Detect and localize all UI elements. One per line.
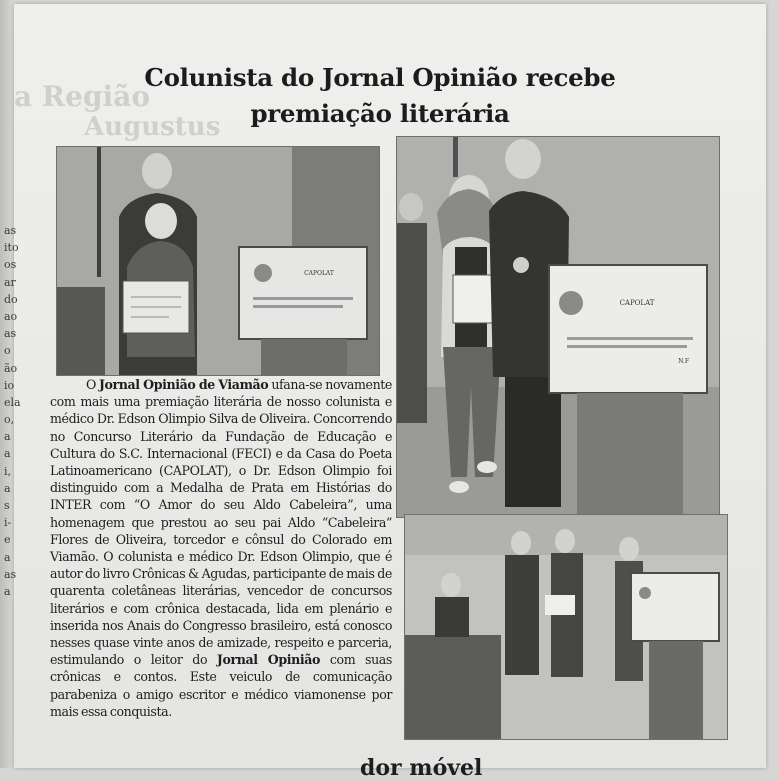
margin-fragment: ão — [4, 361, 18, 375]
margin-fragment: i- — [4, 516, 12, 530]
margin-fragment: a — [4, 430, 11, 444]
next-article-headline-cut: dor móvel — [360, 755, 483, 781]
margin-fragment: a — [4, 550, 11, 564]
margin-fragment: ela — [4, 395, 21, 409]
article-headline — [100, 60, 660, 132]
newspaper-name-bold: Jornal Opinião de Viamão — [99, 377, 269, 392]
photo-1-poster-title: CAPOLAT — [304, 270, 334, 277]
article-body — [50, 376, 392, 720]
lead-intro: O — [86, 377, 96, 392]
photo-ceremony-room — [404, 514, 728, 740]
margin-fragment: a — [4, 481, 11, 495]
margin-fragment: a — [4, 447, 11, 461]
margin-fragment: as — [4, 224, 17, 237]
margin-fragment: as — [4, 327, 17, 341]
body-paragraph-part-2: com suas crônicas e contos. Este veiculo de comunicação parabeniza o amigo escritor e médico viamonense por mais essa conquista. — [50, 652, 392, 719]
margin-fragment: os — [4, 258, 17, 272]
margin-fragment: s — [4, 499, 10, 512]
photo-2-poster-sign: N.F — [678, 358, 689, 365]
margin-fragment: a — [4, 584, 11, 598]
bleed-through-text-1: a Região — [14, 80, 151, 113]
margin-fragment: o, — [4, 413, 15, 427]
margin-fragment: i, — [4, 464, 12, 478]
margin-fragment: io — [4, 378, 15, 392]
photo-award-boy-and-man — [56, 146, 380, 376]
margin-fragment: e — [4, 533, 11, 547]
headline-line-1: Colunista do Jornal Opinião recebe — [144, 63, 616, 92]
photo-3-illustration — [405, 515, 727, 739]
newspaper-name-bold-2: Jornal Opinião — [216, 652, 321, 668]
margin-fragment: as — [4, 567, 17, 581]
adjacent-column-fragments — [4, 222, 24, 600]
margin-fragment: ito — [4, 241, 19, 255]
photo-2-illustration — [397, 137, 719, 517]
photo-award-couple — [396, 136, 720, 518]
margin-fragment: ar — [4, 275, 16, 289]
margin-fragment: do — [4, 292, 18, 306]
margin-fragment: o — [4, 344, 11, 358]
bleed-through-text-2: Augustus — [84, 112, 221, 142]
photo-2-poster-title: CAPOLAT — [619, 299, 655, 307]
headline-line-2: premiação literária — [250, 99, 510, 128]
body-paragraph-part-1: ufana-se novamente com mais uma premiação literária de nosso colunista e médico Dr. Edson Olimpio Silva de Oliveira. Concorrendo no Concurso Literário da Fundação de Educação e Cultura do S.C. Internacional (FECI) e da Casa do Poeta Latinoamericano (CAPOLAT), o Dr. Edson Olimpio foi distinguido com a Medalha de Prata em Histórias do INTER com “O Amor do seu Aldo Cabeleira”, uma homenagem que prestou ao seu pai Aldo “Cabeleira” Flores de Oliveira, torcedor e cônsul do Colorado em Viamão. O colunista e médico Dr. Edson Olimpio, que é autor do livro Crônicas & Agudas, participante de mais de quarenta coletâneas literárias, vencedor de concursos literários e com crônica destacada, lida em plenário e inserida nos Anais do Congresso brasileiro, está conosco nesses quase vinte anos de amizade, respeito e parceria, estimulando o leitor do — [50, 377, 392, 668]
photo-1-illustration — [57, 147, 379, 375]
margin-fragment: ao — [4, 309, 18, 323]
